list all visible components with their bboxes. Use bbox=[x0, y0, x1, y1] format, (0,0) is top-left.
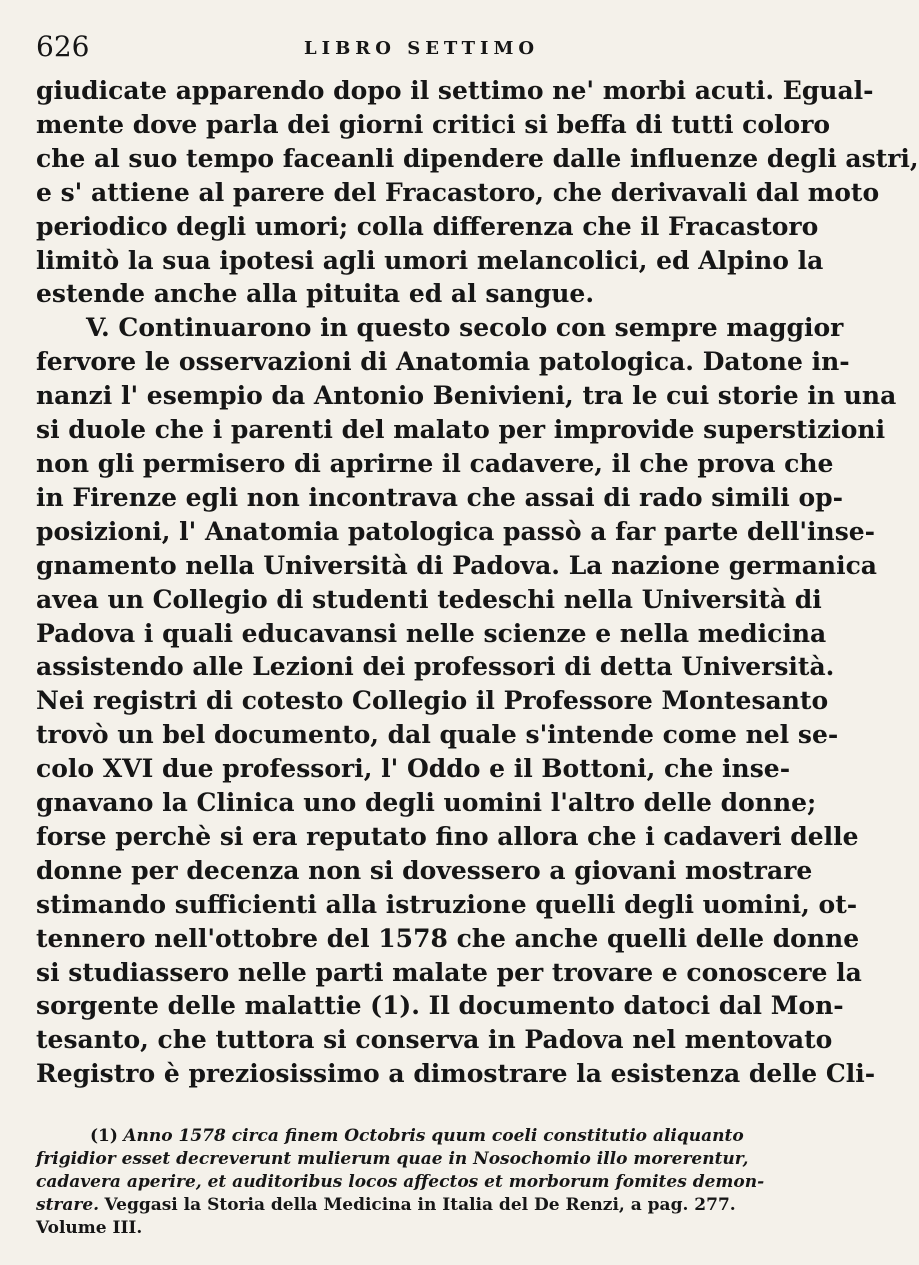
text-line: Registro è preziosissimo a dimostrare la esistenza delle Cli- bbox=[36, 1059, 876, 1089]
text-line: estende anche alla pituita ed al sangue. bbox=[36, 279, 595, 309]
footnote-latin-text: cadavera aperire, et auditoribus locos affectos et morborum fomites demon- bbox=[36, 1172, 765, 1192]
text-line: Nei registri di cotesto Collegio il Professore Montesanto bbox=[36, 686, 829, 716]
text-line: forse perchè si era reputato fino allora che i cadaveri delle bbox=[36, 821, 859, 851]
footnote-line bbox=[36, 1171, 765, 1194]
text-line: si studiassero nelle parti malate per trovare e conoscere la bbox=[36, 957, 862, 987]
page-header bbox=[36, 26, 766, 66]
footnote-line bbox=[36, 1125, 744, 1148]
footnote-latin-text: Anno 1578 circa finem Octobris quum coeli constitutio aliquanto bbox=[123, 1126, 744, 1146]
text-line: tennero nell'ottobre del 1578 che anche quelli delle donne bbox=[36, 923, 860, 953]
text-line: non gli permisero di aprirne il cadavere, il che prova che bbox=[36, 448, 834, 478]
footnote-line bbox=[36, 1194, 736, 1217]
footnote bbox=[36, 1125, 765, 1240]
footnote-latin-text: strare. bbox=[36, 1195, 100, 1215]
text-line: assistendo alle Lezioni dei professori di detta Università. bbox=[36, 652, 835, 682]
text-line: stimando sufficienti alla istruzione quelli degli uomini, ot- bbox=[36, 889, 858, 919]
text-line: sorgente delle malattie (1). Il documento datoci dal Mon- bbox=[36, 991, 844, 1021]
text-line: avea un Collegio di studenti tedeschi nella Università di bbox=[36, 584, 822, 614]
text-line: trovò un bel documento, dal quale s'intende come nel se- bbox=[36, 720, 839, 750]
text-line: si duole che i parenti del malato per improvide superstizioni bbox=[36, 415, 886, 445]
text-line: donne per decenza non si dovessero a giovani mostrare bbox=[36, 855, 813, 885]
footnote-marker: (1) bbox=[90, 1126, 118, 1146]
footnote-reference: Veggasi la Storia della Medicina in Italia del De Renzi, a pag. 277. bbox=[104, 1195, 736, 1215]
text-line: in Firenze egli non incontrava che assai di rado simili op- bbox=[36, 482, 844, 512]
footnote-latin-text: frigidior esset decreverunt mulierum quae in Nosochomio illo morerentur, bbox=[36, 1149, 749, 1169]
text-line: nanzi l' esempio da Antonio Benivieni, tra le cui storie in una bbox=[36, 381, 897, 411]
text-line: fervore le osservazioni di Anatomia patologica. Datone in- bbox=[36, 347, 850, 377]
text-line: V. Continuarono in questo secolo con sempre maggior bbox=[86, 313, 844, 343]
text-line: posizioni, l' Anatomia patologica passò a far parte dell'inse- bbox=[36, 516, 876, 546]
text-line: mente dove parla dei giorni critici si beffa di tutti coloro bbox=[36, 109, 831, 139]
text-line: tesanto, che tuttora si conserva in Padova nel mentovato bbox=[36, 1025, 833, 1055]
text-line: gnamento nella Università di Padova. La nazione germanica bbox=[36, 550, 878, 580]
text-line: giudicate apparendo dopo il settimo ne' morbi acuti. Egual- bbox=[36, 76, 874, 105]
text-line: colo XVI due professori, l' Oddo e il Bottoni, che inse- bbox=[36, 754, 791, 784]
footnote-line bbox=[36, 1217, 712, 1240]
text-line: periodico degli umori; colla differenza che il Fracastoro bbox=[36, 211, 819, 241]
text-line: Padova i quali educavansi nelle scienze e nella medicina bbox=[36, 618, 827, 648]
body-text bbox=[36, 74, 919, 1091]
footnote-volume: Volume III. bbox=[36, 1218, 143, 1238]
text-line: e s' attiene al parere del Fracastoro, che derivavali dal moto bbox=[36, 177, 880, 207]
text-line: limitò la sua ipotesi agli umori melancolici, ed Alpino la bbox=[36, 245, 824, 275]
text-line: che al suo tempo faceanli dipendere dalle influenze degli astri, bbox=[36, 143, 919, 173]
footnote-line bbox=[36, 1148, 749, 1171]
running-title: LIBRO SETTIMO bbox=[304, 38, 540, 59]
page-number: 626 bbox=[36, 30, 90, 63]
text-line: gnavano la Clinica uno degli uomini l'altro delle donne; bbox=[36, 788, 817, 818]
